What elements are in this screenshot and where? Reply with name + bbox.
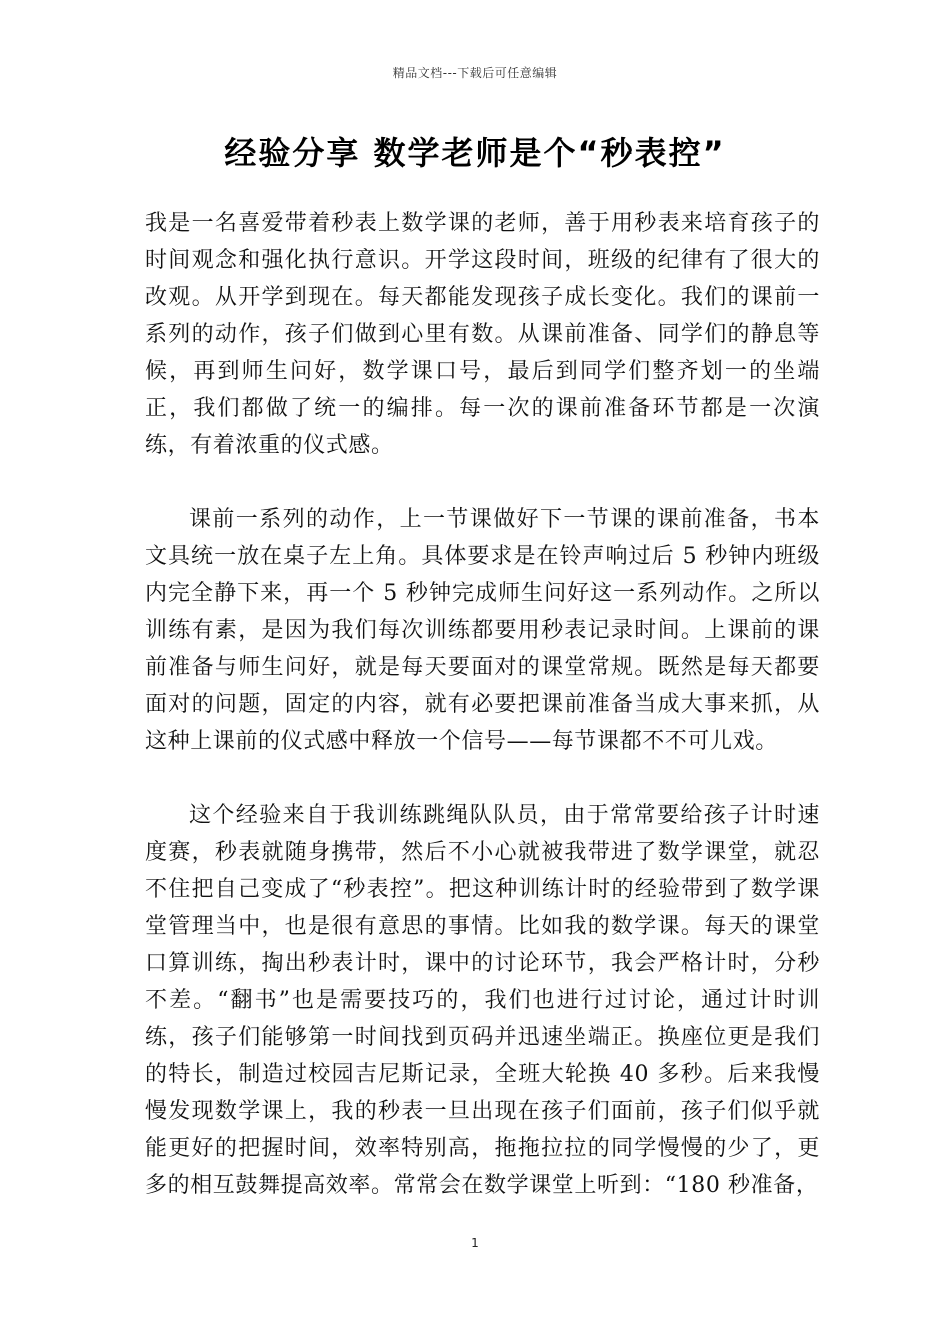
document-title: 经验分享 数学老师是个“秒表控” (224, 134, 726, 172)
paragraph-3: 这个经验来自于我训练跳绳队队员，由于常常要给孩子计时速度赛，秒表就随身携带，然后不小心就被我带进了数学课堂，就忍不住把自己变成了“秒表控”。把这种训练计时的经验带到了数学课堂管理当中，也是很有意思的事情。比如我的数学课。每天的课堂口算训练，掏出秒表计时，课中的讨论环节，我会严格计时，分秒不差。“翻书”也是需要技巧的，我们也进行过讨论，通过计时训练，孩子们能够第一时间找到页码并迅速坐端正。换座位更是我们的特长，制造过校园吉尼斯记录，全班大轮换 40 多秒。后来我慢慢发现数学课上，我的秒表一旦出现在孩子们面前，孩子们似乎就能更好的把握时间，效率特别高，拖拖拉拉的同学慢慢的少了，更多的相互鼓舞提高效率。常常会在数学课堂上听到：“180 秒准备， (145, 803, 820, 1198)
header-note: 精品文档---下载后可任意编辑 (392, 66, 558, 80)
document-body (145, 205, 820, 1204)
paragraph-2: 课前一系列的动作，上一节课做好下一节课的课前准备，书本文具统一放在桌子左上角。具体要求是在铃声响过后 5 秒钟内班级内完全静下来，再一个 5 秒钟完成师生问好这一系列动作。之所以训练有素，是因为我们每次训练都要用秒表记录时间。上课前的课前准备与师生问好，就是每天要面对的课堂常规。既然是每天都要面对的问题，固定的内容，就有必要把课前准备当成大事来抓，从这种上课前的仪式感中释放一个信号——每节课都不不可儿戏。 (145, 507, 820, 754)
page-number: 1 (471, 1236, 479, 1250)
paragraph-1: 我是一名喜爱带着秒表上数学课的老师，善于用秒表来培育孩子的时间观念和强化执行意识。开学这段时间，班级的纪律有了很大的改观。从开学到现在。每天都能发现孩子成长变化。我们的课前一系列的动作，孩子们做到心里有数。从课前准备、同学们的静息等候，再到师生问好，数学课口号，最后到同学们整齐划一的坐端正，我们都做了统一的编排。每一次的课前准备环节都是一次演练，有着浓重的仪式感。 (145, 211, 820, 458)
